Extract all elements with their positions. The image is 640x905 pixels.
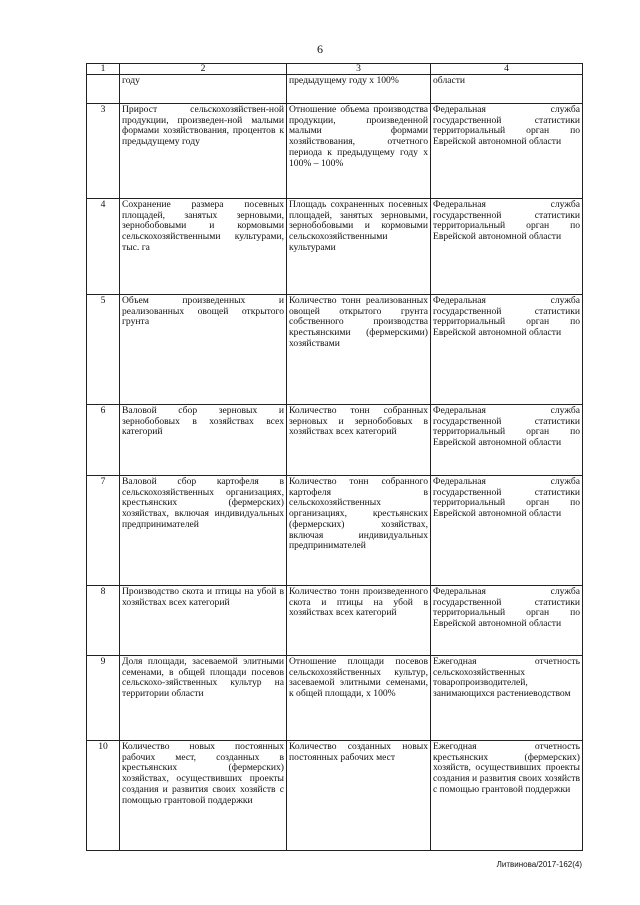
table-row [87, 656, 583, 741]
source-cell: Федеральная служба государственной статистики территориальный орган по Еврейской автономной области [431, 476, 583, 586]
table-row [87, 586, 583, 656]
header-cell-3: 3 [287, 64, 431, 75]
indicator-cell: Прирост сельскохозяйствен-ной продукции, произведен-ной малыми формами хозяйствования, процентов к предыдущему году [120, 104, 287, 199]
method-cell: Количество тонн произведенного скота и птицы на убой в хозяйствах всех категорий [287, 586, 431, 656]
source-cell: Ежегодная отчетность сельскохозяйственных товаропроизводителей, занимающихся растениеводством [431, 656, 583, 741]
source-cell: Федеральная служба государственной статистики территориальный орган по Еврейской автономной области [431, 199, 583, 295]
row-number: 9 [87, 656, 120, 741]
row-number: 7 [87, 476, 120, 586]
indicator-cell: Валовой сбор картофеля в сельскохозяйственных организациях, крестьянских (фермерских) хозяйствах, включая индивидуальных предпринимателей [120, 476, 287, 586]
row-number: 8 [87, 586, 120, 656]
header-cell-1: 1 [87, 64, 120, 75]
source-cell: Ежегодная отчетность крестьянских (фермерских) хозяйств, осуществивших проекты создания и развития своих хозяйств с помощью грантовой поддержки [431, 741, 583, 851]
row-number: 4 [87, 199, 120, 295]
header-cell-4: 4 [431, 64, 583, 75]
table-row [87, 741, 583, 851]
table-row [87, 476, 583, 586]
method-cell: Количество тонн реализованных овощей открытого грунта собственного производства крестьянскими (фермерскими) хозяйствами [287, 295, 431, 405]
method-cell: Количество тонн собранного картофеля в сельскохозяйственных организациях, крестьянских (фермерских) хозяйствах, включая индивидуальных предпринимателей [287, 476, 431, 586]
method-cell: Отношение площади посевов сельскохозяйственных культур, засеваемой элитными семенами, к общей площади, х 100% [287, 656, 431, 741]
indicator-cell: Доля площади, засеваемой элитными семенами, в общей площади посевов сельскохо-зяйственных культур на территории области [120, 656, 287, 741]
source-cell: области [431, 75, 583, 104]
indicator-cell: Производство скота и птицы на убой в хозяйствах всех категорий [120, 586, 287, 656]
row-number: 5 [87, 295, 120, 405]
table-row [87, 295, 583, 405]
row-number: 3 [87, 104, 120, 199]
table-row [87, 75, 583, 104]
header-cell-2: 2 [120, 64, 287, 75]
method-cell: Отношение объема производства продукции, произведенной малыми формами хозяйствования, отчетного периода к предыдущему году х 100% – 100% [287, 104, 431, 199]
method-cell: Количество созданных новых постоянных рабочих мест [287, 741, 431, 851]
indicator-cell: Валовой сбор зерновых и зернобобовых в хозяйствах всех категорий [120, 405, 287, 476]
table-row [87, 405, 583, 476]
method-cell: предыдущему году х 100% [287, 75, 431, 104]
page-number: 6 [317, 42, 323, 56]
row-number: 6 [87, 405, 120, 476]
indicator-cell: Объем произведенных и реализованных овощей открытого грунта [120, 295, 287, 405]
source-cell: Федеральная служба государственной статистики территориальный орган по Еврейской автономной области [431, 295, 583, 405]
row-number: 10 [87, 741, 120, 851]
source-cell: Федеральная служба государственной статистики территориальный орган по Еврейской автономной области [431, 405, 583, 476]
table-header-row [87, 64, 583, 75]
row-number [87, 75, 120, 104]
source-cell: Федеральная служба государственной статистики территориальный орган по Еврейской автономной области [431, 104, 583, 199]
indicator-cell: году [120, 75, 287, 104]
indicators-table [86, 63, 583, 851]
indicator-cell: Количество новых постоянных рабочих мест, созданных в крестьянских (фермерских) хозяйствах, осуществивших проекты создания и развития своих хозяйств с помощью грантовой поддержки [120, 741, 287, 851]
table-row [87, 199, 583, 295]
table-row [87, 104, 583, 199]
method-cell: Количество тонн собранных зерновых и зернобобовых в хозяйствах всех категорий [287, 405, 431, 476]
method-cell: Площадь сохраненных посевных площадей, занятых зерновыми, зернобобовыми и кормовыми сельскохозяйственными культурами [287, 199, 431, 295]
document-footer: Литвинова/2017-162(4) [496, 860, 582, 869]
indicator-cell: Сохранение размера посевных площадей, занятых зерновыми, зернобобовыми и кормовыми сельскохозяйственными культурами, тыс. га [120, 199, 287, 295]
source-cell: Федеральная служба государственной статистики территориальный орган по Еврейской автономной области [431, 586, 583, 656]
